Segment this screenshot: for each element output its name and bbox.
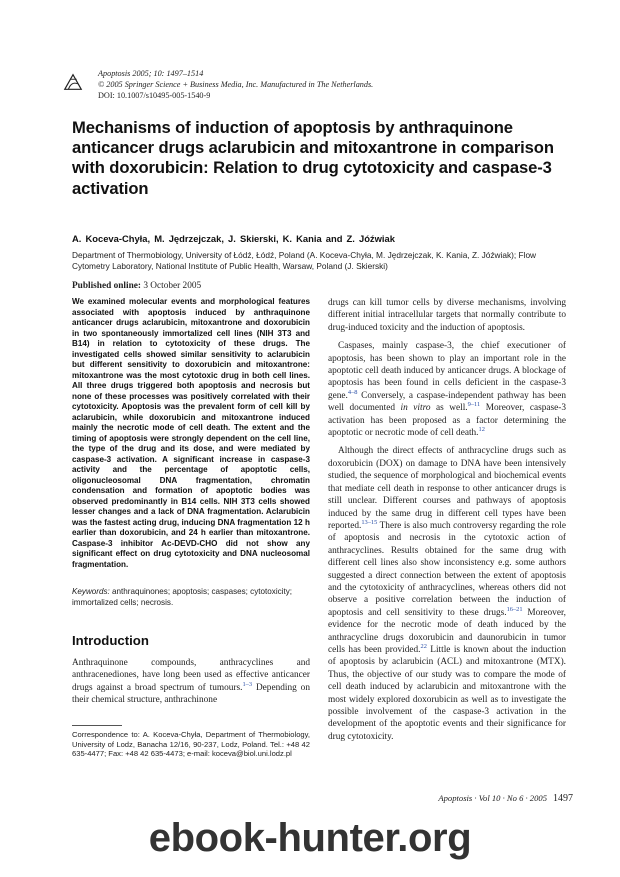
citation-link[interactable]: 9–11 bbox=[467, 401, 481, 409]
introduction-text: Anthraquinone compounds, anthracyclines and anthracenediones, have long been used as effective anticancer drugs against a broad spectrum of tumours.$^{1-3}$ Depending on their chemical structure, anthrachinone bbox=[72, 658, 310, 706]
paragraph: Although the direct effects of anthracycline drugs such as doxorubicin (DOX) on damage to DNA have been intensively studied, the sequence of morphological and biochemical events that mediate cell death in response to other anticancer drugs is still unclear. Different courses and pathways of apoptosis induced by the same drug in different cell types have been reported.$^{13-15}$ There is also much controversy regarding the role of apoptosis and necrosis in the cytotoxic action of anthracyclines. Results obtained for the same drug with different cell lines also show inconsistency e.g. some authors suggested a direct connection between the extent of apoptosis and the cytotoxicity of anthracyclines, whereas others did not observe a positive correlation between the induction of apoptosis and cell sensitivity to these drugs.$^{16-21}$ Moreover, evidence for the necrotic mode of death induced by the anthracycline drugs doxorubicin and daunorubicin in tumor cells has been provided.$^{22}$ Little is known about the induction of apoptosis by aclarubicin (ACL) and mitoxantrone (MTX). Thus, the objective of our study was to compare the mode of cell death induced by aclarubicin and mitoxantrone with the most widely explored doxorubicin as well as to investigate the possible involvement of the caspase-3 activation in the development of the apoptotic events and their significance for drug cytotoxicity. bbox=[328, 446, 566, 742]
copyright-notice: © 2005 Springer Science + Business Media, Inc. Manufactured in The Netherlands. bbox=[98, 80, 374, 90]
watermark-text: ebook-hunter.org bbox=[148, 816, 472, 860]
introduction-heading: Introduction bbox=[72, 633, 149, 648]
published-label: Published online: bbox=[72, 281, 141, 291]
citation-link[interactable]: 16–21 bbox=[506, 605, 523, 613]
footer-journal-ref: Apoptosis · Vol 10 · No 6 · 2005 bbox=[438, 793, 547, 803]
doi: DOI: 10.1007/s10495-005-1540-9 bbox=[98, 91, 211, 101]
right-column-body bbox=[328, 297, 566, 743]
published-date bbox=[72, 281, 472, 291]
abstract: We examined molecular events and morphological features associated with apoptosis induced by anthraquinone anticancer drugs aclarubicin, mitoxantrone and doxorubicin in two spontaneously immortalized cell lines (NIH 3T3 and B14) in relation to cytotoxicity of these drugs. The investigated cells showed similar sensitivity to aclarubicin but different sensitivity to doxorubicin and mitoxantrone: mitoxantrone was the most cytotoxic drug in both cell lines. All three drugs triggered both apoptosis and necrosis but none of these processes was positively correlated with their cytotoxicity. Apoptosis was the prevalent form of cell kill by aclarubicin, while doxorubicin and mitoxantrone induced mainly the necrotic mode of cell death. The extent and the timing of apoptosis were strongly dependent on the cell line, the type of the drug and its dose, and were mediated by caspase-3 activation. A significant increase in caspase-3 activity and the percentage of apoptotic cells, oligonucleosomal DNA fragmentation, chromatin condensation and formation of apoptotic bodies was observed predominantly in B14 cells. NIH 3T3 cells showed lesser changes and a lack of DNA fragmentation. Aclarubicin was the fastest acting drug, inducing DNA fragmentation 12 h earlier than doxorubicin, and 24 h earlier than mitoxantrone. Caspase-3 inhibitor Ac-DEVD-CHO did not show any significant effect on drug cytotoxicity and DNA nucleosomal fragmentation. bbox=[72, 297, 310, 569]
page-number: 1497 bbox=[553, 793, 573, 804]
author-list: A. Koceva-Chyła, M. Jędrzejczak, J. Skierski, K. Kania and Z. Jóźwiak bbox=[72, 233, 395, 244]
journal-citation: Apoptosis 2005; 10: 1497–1514 bbox=[98, 69, 204, 78]
citation-link[interactable]: 4–8 bbox=[347, 388, 358, 396]
citation-link[interactable]: 22 bbox=[420, 642, 427, 650]
citation-link[interactable]: 12 bbox=[478, 425, 485, 433]
page-footer bbox=[413, 793, 573, 804]
citation-link[interactable]: 1–3 bbox=[242, 680, 253, 688]
citation-link[interactable]: 13–15 bbox=[361, 518, 378, 526]
keywords-label: Keywords: bbox=[72, 587, 110, 596]
paragraph: Caspases, mainly caspase-3, the chief executioner of apoptosis, has been shown to play an important role in the apoptotic cell death induced by anticancer drugs. A blockage of apoptosis has been found in cells deficient in the caspase-3 gene.$^{4-8}$ Conversely, a caspase-independent pathway has been well documented in vitro as well.$^{9-11}$ Moreover, caspase-3 activation has been proposed as a factor determining the apoptotic or necrotic mode of cell death.$^{12}$ bbox=[328, 341, 566, 439]
correspondence-footnote: Correspondence to: A. Koceva-Chyła, Department of Thermobiology, University of Lodz, Banacha 12/16, 90-237, Lodz, Poland. Tel.: +48 42 635-4477; Fax: +48 42 635-4473; e-mail: koceva@biol.uni.lodz.pl bbox=[72, 730, 310, 759]
springer-logo-icon bbox=[62, 71, 84, 93]
paragraph: drugs can kill tumor cells by diverse mechanisms, involving different initial intracellular targets that normally contribute to drug-induced toxicity and the induction of apoptosis. bbox=[328, 298, 566, 333]
published-value: 3 October 2005 bbox=[143, 281, 202, 291]
affiliations: Department of Thermobiology, University of Łódź, Łódź, Poland (A. Koceva-Chyła, M. Jędrzejczak, K. Kania, Z. Jóźwiak); Flow Cytometry Laboratory, National Institute of Public Health, Warsaw, Poland (J. Skierski) bbox=[72, 250, 537, 272]
keywords-list: anthraquinones; apoptosis; caspases; cytotoxicity; immortalized cells; necrosis. bbox=[72, 587, 293, 607]
footnote-divider bbox=[72, 725, 122, 726]
keywords bbox=[72, 587, 310, 608]
article-title: Mechanisms of induction of apoptosis by anthraquinone anticancer drugs aclarubicin and mitoxantrone in comparison with doxorubicin: Relation to drug cytotoxicity and caspase-3 activation bbox=[72, 118, 554, 198]
